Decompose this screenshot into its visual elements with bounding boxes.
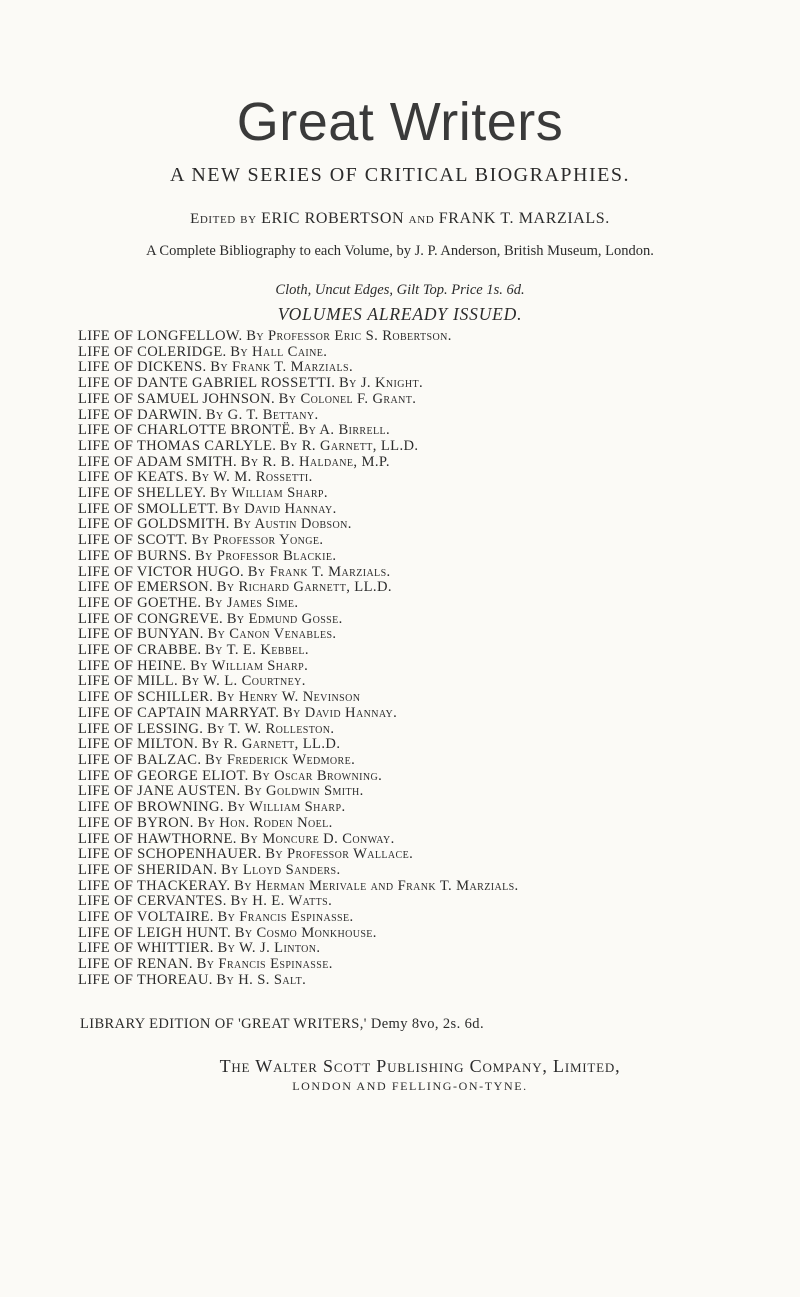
volume-author: By G. T. Bettany.: [205, 406, 319, 423]
bibliography-note: A Complete Bibliography to each Volume, by J. P. Anderson, British Museum, London.: [146, 243, 654, 259]
volume-author: By Henry W. Nevinson: [216, 689, 361, 706]
volume-author: By T. W. Rolleston.: [206, 720, 335, 737]
volume-list-item: [78, 957, 778, 973]
volume-list-item: [78, 706, 778, 722]
volume-title: LIFE OF SCOTT.: [78, 532, 188, 549]
volume-author: By H. S. Salt.: [216, 971, 307, 988]
volume-author: By William Sharp.: [209, 485, 328, 502]
volume-list-item: [78, 565, 778, 581]
volume-title: LIFE OF VICTOR HUGO.: [78, 563, 245, 580]
volume-title: LIFE OF LONGFELLOW.: [78, 328, 243, 344]
volume-title: LIFE OF ADAM SMITH.: [78, 453, 237, 470]
volume-list-item: [78, 329, 778, 345]
volume-author: By Austin Dobson.: [233, 516, 352, 533]
volume-title: LIFE OF GOETHE.: [78, 594, 202, 611]
volume-author: By Frederick Wedmore.: [205, 751, 356, 768]
volume-author: By Goldwin Smith.: [244, 783, 364, 800]
volume-list-item: [78, 439, 778, 455]
volume-list-item: [78, 502, 778, 518]
volume-title: LIFE OF SAMUEL JOHNSON.: [78, 390, 275, 407]
editor-name-2: FRANK T. MARZIALS.: [438, 210, 610, 227]
volume-title: LIFE OF BUNYAN.: [78, 626, 204, 643]
volume-title: LIFE OF MILTON.: [78, 736, 199, 753]
volume-list-item: [78, 612, 778, 628]
volume-author: By David Hannay.: [282, 704, 398, 721]
volume-list-item: [78, 533, 778, 549]
volume-list-item: [78, 847, 778, 863]
volume-author: By J. Knight.: [339, 375, 424, 392]
volume-title: LIFE OF COLERIDGE.: [78, 343, 227, 360]
volume-list-item: [78, 376, 778, 392]
and-label: and: [408, 211, 435, 227]
volume-author: By Professor Wallace.: [265, 846, 414, 863]
volume-list-item: [78, 941, 778, 957]
volume-author: By Canon Venables.: [207, 626, 337, 643]
volume-list-item: [78, 627, 778, 643]
series-subtitle: A NEW SERIES OF CRITICAL BIOGRAPHIES.: [170, 164, 630, 186]
volume-list-item: [78, 360, 778, 376]
volume-title: LIFE OF HEINE.: [78, 657, 187, 674]
volume-list-item: [78, 832, 778, 848]
volume-title: LIFE OF LEIGH HUNT.: [78, 924, 231, 941]
volume-author: By A. Birrell.: [298, 422, 391, 439]
volume-author: By W. M. Rossetti.: [191, 469, 313, 486]
volume-title: LIFE OF CERVANTES.: [78, 893, 227, 910]
volume-author: By Richard Garnett, LL.D.: [216, 579, 392, 596]
volume-author: By James Sime.: [205, 594, 299, 611]
volume-title: LIFE OF WHITTIER.: [78, 940, 214, 957]
volume-author: By David Hannay.: [222, 500, 337, 517]
volume-author: By W. L. Courtney.: [181, 673, 306, 690]
volume-title: LIFE OF LESSING.: [78, 720, 204, 737]
volume-title: LIFE OF HAWTHORNE.: [78, 830, 237, 847]
volume-title: LIFE OF KEATS.: [78, 469, 189, 486]
volume-title: LIFE OF CAPTAIN MARRYAT.: [78, 704, 280, 721]
volume-title: LIFE OF RENAN.: [78, 956, 193, 973]
volume-author: By R. B. Haldane, M.P.: [240, 453, 390, 470]
volume-list-item: [78, 659, 778, 675]
volume-list-item: [78, 470, 778, 486]
volume-title: LIFE OF SMOLLETT.: [78, 500, 219, 517]
volume-title: LIFE OF DANTE GABRIEL ROSSETTI.: [78, 375, 336, 392]
edited-by-label: Edited by: [190, 211, 257, 227]
volume-list-item: [78, 345, 778, 361]
volumes-heading: VOLUMES ALREADY ISSUED.: [277, 304, 523, 324]
volume-title: LIFE OF BROWNING.: [78, 799, 224, 816]
volume-title: LIFE OF GOLDSMITH.: [78, 516, 230, 533]
volume-author: By R. Garnett, LL.D.: [279, 437, 419, 454]
volume-title: LIFE OF SHELLEY.: [78, 485, 207, 502]
volume-author: By Professor Eric S. Robertson.: [246, 328, 452, 344]
volume-author: By Hon. Roden Noel.: [197, 814, 333, 831]
volume-title: LIFE OF MILL.: [78, 673, 178, 690]
volume-list-item: [78, 722, 778, 738]
volume-list-item: [78, 879, 778, 895]
volume-list-item: [78, 455, 778, 471]
series-title: Great Writers: [236, 92, 564, 152]
editors-line: [0, 208, 800, 230]
editor-name-1: ERIC ROBERTSON: [261, 210, 405, 227]
volume-list-item: [78, 800, 778, 816]
volume-title: LIFE OF CHARLOTTE BRONTË.: [78, 422, 295, 439]
volume-list-item: [78, 596, 778, 612]
volume-author: By R. Garnett, LL.D.: [201, 736, 341, 753]
volume-list-item: [78, 926, 778, 942]
volume-list-item: [78, 423, 778, 439]
volume-title: LIFE OF EMERSON.: [78, 579, 213, 596]
volume-author: By William Sharp.: [190, 657, 309, 674]
volume-list-item: [78, 753, 778, 769]
volume-author: By W. J. Linton.: [217, 940, 321, 957]
volume-list-item: [78, 784, 778, 800]
volume-title: LIFE OF SCHILLER.: [78, 689, 214, 706]
volume-list-item: [78, 517, 778, 533]
volume-list-item: [78, 580, 778, 596]
volume-author: By Oscar Browning.: [252, 767, 383, 784]
volume-list-item: [78, 643, 778, 659]
volume-author: By Francis Espinasse.: [217, 909, 354, 926]
volume-title: LIFE OF THOREAU.: [78, 971, 213, 988]
volume-list-item: [78, 408, 778, 424]
volume-author: By Edmund Gosse.: [226, 610, 343, 627]
volume-author: By Frank T. Marzials.: [210, 359, 354, 376]
volume-author: By T. E. Kebbel.: [205, 642, 309, 659]
volume-title: LIFE OF VOLTAIRE.: [78, 909, 214, 926]
publisher-place: LONDON AND FELLING-ON-TYNE.: [292, 1078, 528, 1093]
volume-title: LIFE OF CONGREVE.: [78, 610, 223, 627]
volumes-list: [78, 329, 778, 989]
volume-author: By Frank T. Marzials.: [247, 563, 391, 580]
volume-author: By William Sharp.: [227, 799, 346, 816]
volume-author: By Moncure D. Conway.: [240, 830, 395, 847]
volume-title: LIFE OF SCHOPENHAUER.: [78, 846, 262, 863]
volume-title: LIFE OF DICKENS.: [78, 359, 207, 376]
volume-title: LIFE OF DARWIN.: [78, 406, 203, 423]
volume-author: By Lloyd Sanders.: [221, 861, 341, 878]
volume-author: By Hall Caine.: [230, 343, 328, 360]
volume-list-item: [78, 549, 778, 565]
library-edition-note: LIBRARY EDITION OF 'GREAT WRITERS,' Demy 8vo, 2s. 6d.: [80, 1015, 484, 1032]
volume-title: LIFE OF THOMAS CARLYLE.: [78, 437, 277, 454]
volume-list-item: [78, 973, 778, 989]
volume-title: LIFE OF JANE AUSTEN.: [78, 783, 241, 800]
volume-author: By H. E. Watts.: [230, 893, 333, 910]
volume-title: LIFE OF BURNS.: [78, 547, 192, 564]
volume-list-item: [78, 769, 778, 785]
volume-author: By Francis Espinasse.: [196, 956, 333, 973]
volume-author: By Herman Merivale and Frank T. Marzials.: [234, 877, 519, 894]
volume-list-item: [78, 392, 778, 408]
volume-list-item: [78, 737, 778, 753]
volume-list-item: [78, 816, 778, 832]
volume-title: LIFE OF GEORGE ELIOT.: [78, 767, 249, 784]
price-line: Cloth, Uncut Edges, Gilt Top. Price 1s. 6d.: [275, 282, 525, 298]
volume-title: LIFE OF BALZAC.: [78, 751, 202, 768]
volume-list-item: [78, 863, 778, 879]
volume-author: By Cosmo Monkhouse.: [234, 924, 377, 941]
volume-list-item: [78, 674, 778, 690]
volume-title: LIFE OF BYRON.: [78, 814, 194, 831]
volume-title: LIFE OF CRABBE.: [78, 642, 202, 659]
volume-author: By Professor Blackie.: [195, 547, 337, 564]
volume-author: By Colonel F. Grant.: [278, 390, 417, 407]
volume-list-item: [78, 690, 778, 706]
publisher-name: The Walter Scott Publishing Company, Limited,: [219, 1055, 621, 1076]
volume-list-item: [78, 486, 778, 502]
volume-title: LIFE OF SHERIDAN.: [78, 861, 218, 878]
volume-author: By Professor Yonge.: [191, 532, 324, 549]
volume-list-item: [78, 894, 778, 910]
volume-title: LIFE OF THACKERAY.: [78, 877, 231, 894]
volume-list-item: [78, 910, 778, 926]
